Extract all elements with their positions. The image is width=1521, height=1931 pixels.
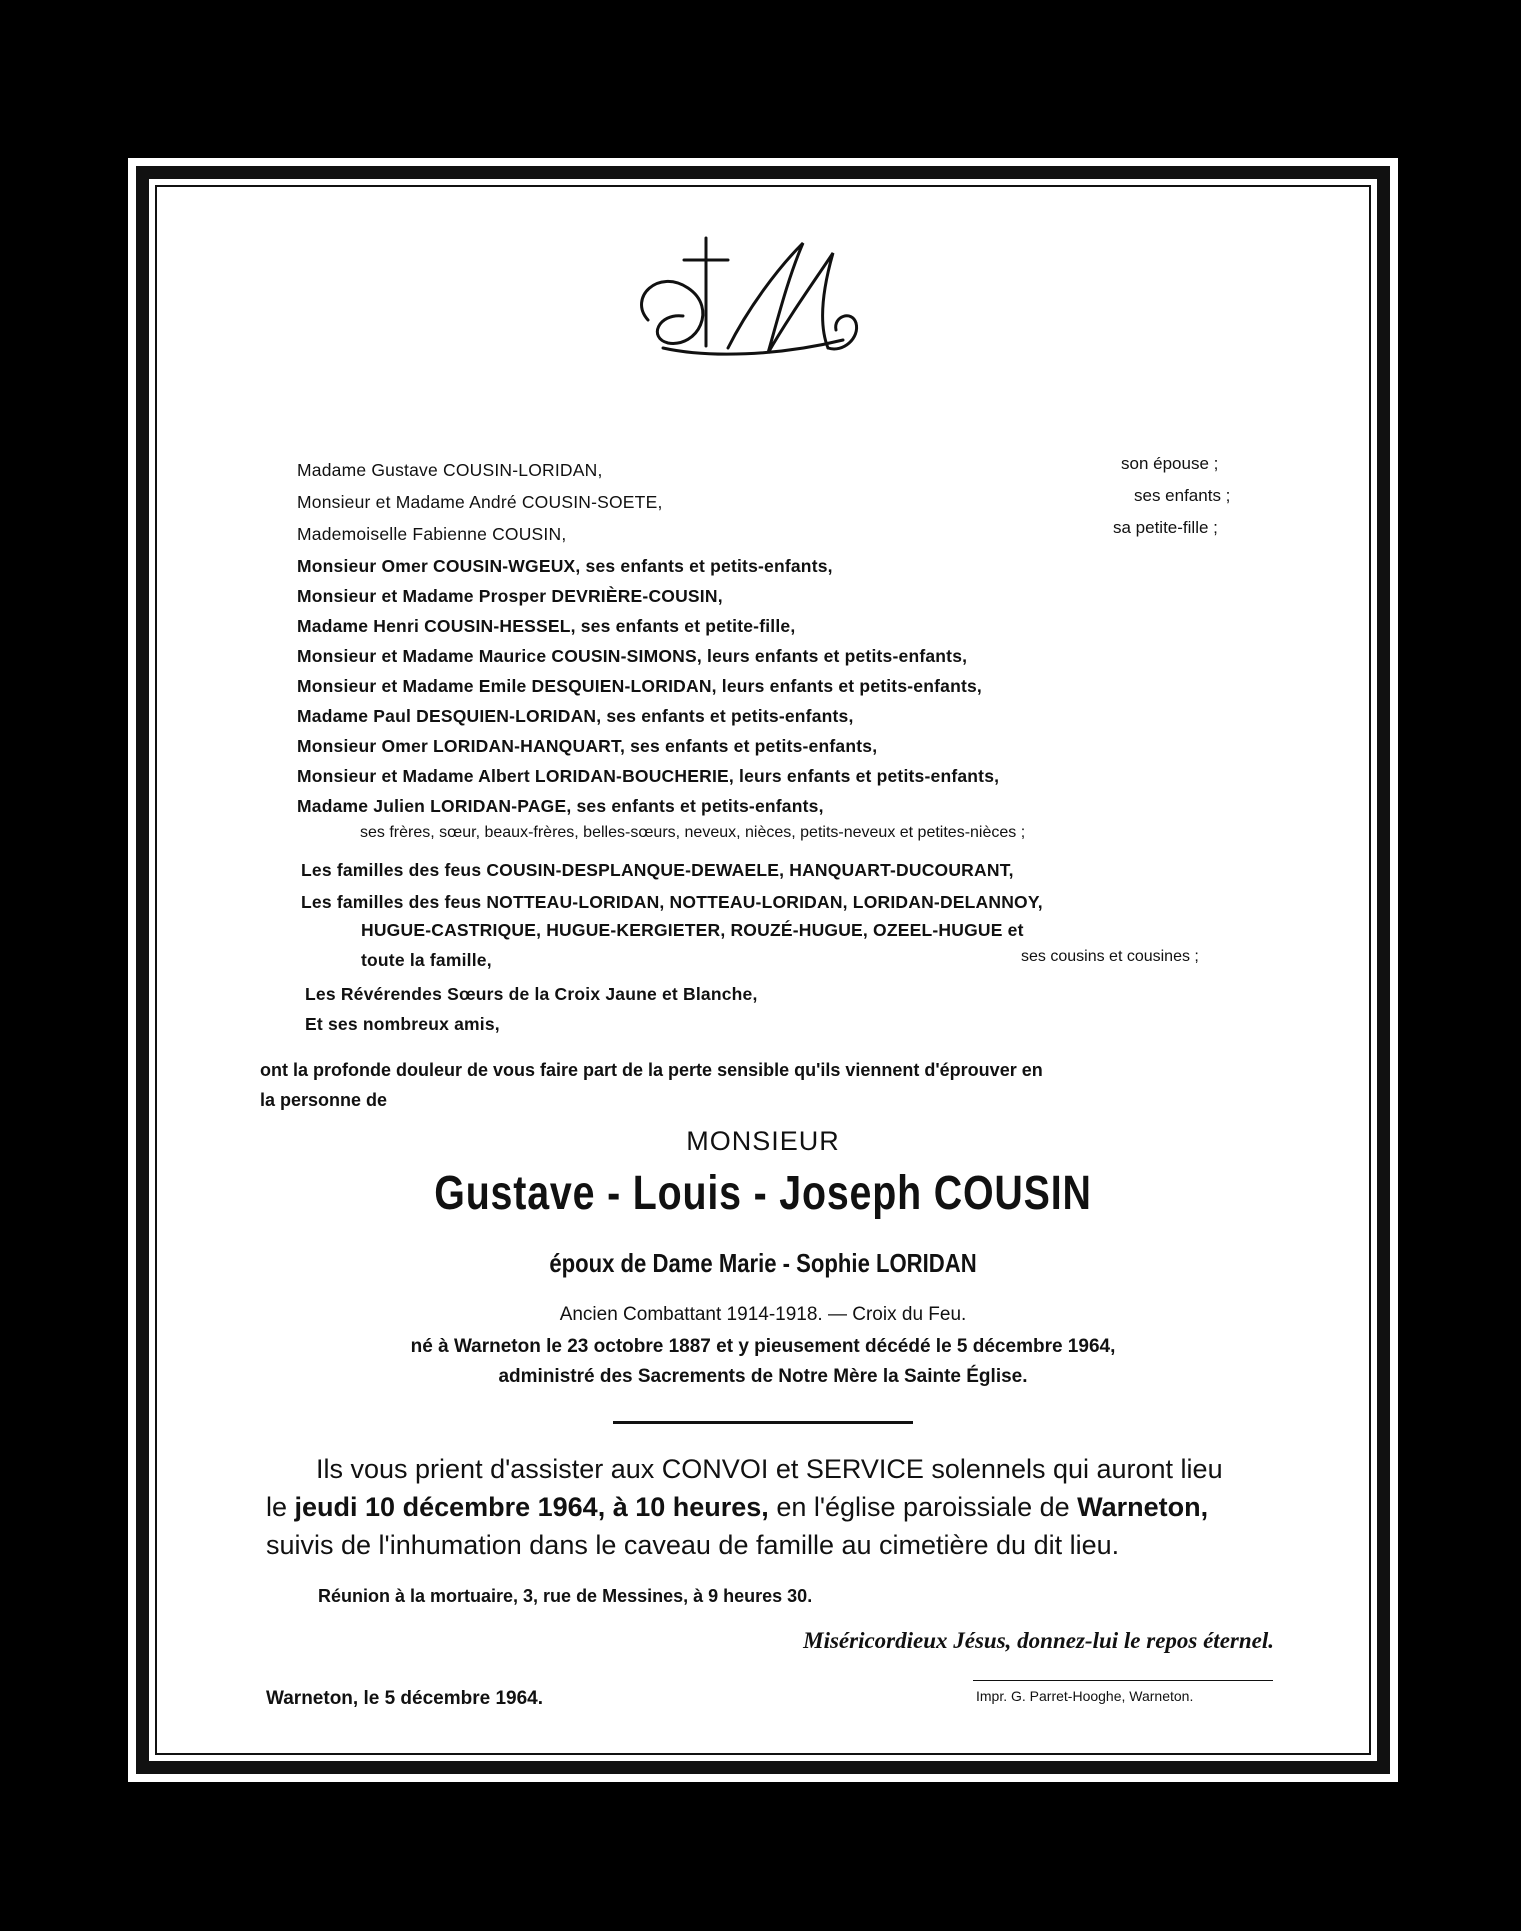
veteran-line: Ancien Combattant 1914-1918. — Croix du Feu. — [559, 1304, 967, 1325]
cross-monogram-icon — [628, 228, 868, 378]
intro-line-2: la personne de — [260, 1090, 388, 1110]
service-place: Warneton, — [1077, 1492, 1209, 1522]
spouse-line: époux de Dame Marie - Sophie LORIDAN — [549, 1248, 977, 1278]
deceased-name: Gustave - Louis - Joseph COUSIN — [434, 1167, 1092, 1220]
divider-rule — [613, 1421, 913, 1424]
relation-granddaughter: sa petite-fille ; — [1113, 518, 1218, 537]
relation-cousins: ses cousins et cousines ; — [1021, 948, 1199, 965]
intro-line-1: ont la profonde douleur de vous faire part de la perte sensible qu'ils viennent d'éprouver en — [260, 1060, 1043, 1080]
family-line-7: Monsieur et Madame Maurice COUSIN-SIMONS, leurs enfants et petits-enfants, — [297, 646, 968, 666]
family-line-10: Monsieur Omer LORIDAN-HANQUART, ses enfants et petits-enfants, — [297, 736, 878, 756]
families-line-2: Les familles des feus NOTTEAU-LORIDAN, NOTTEAU-LORIDAN, LORIDAN-DELANNOY, — [301, 892, 1043, 912]
invite-line-3: suivis de l'inhumation dans le caveau de famille au cimetière du dit lieu. — [266, 1530, 1120, 1560]
families-line-1: Les familles des feus COUSIN-DESPLANQUE-DEWAELE, HANQUART-DUCOURANT, — [301, 860, 1014, 880]
family-line-1: Madame Gustave COUSIN-LORIDAN, — [297, 460, 603, 480]
scan-border-right — [1398, 0, 1521, 1931]
title-monsieur: MONSIEUR — [686, 1126, 840, 1156]
sacraments-line: administré des Sacrements de Notre Mère la Sainte Église. — [498, 1366, 1028, 1387]
scan-border-left — [0, 0, 128, 1931]
families-line-3: HUGUE-CASTRIQUE, HUGUE-KERGIETER, ROUZÉ-HUGUE, OZEEL-HUGUE et — [361, 920, 1024, 940]
invite-line-2: le jeudi 10 décembre 1964, à 10 heures, en l'église paroissiale de Warneton, — [266, 1492, 1209, 1522]
sisters-line: Les Révérendes Sœurs de la Croix Jaune et Blanche, — [305, 984, 758, 1004]
family-line-8: Monsieur et Madame Emile DESQUIEN-LORIDAN, leurs enfants et petits-enfants, — [297, 676, 982, 696]
friends-line: Et ses nombreux amis, — [305, 1014, 500, 1034]
family-line-4: Monsieur Omer COUSIN-WGEUX, ses enfants et petits-enfants, — [297, 556, 833, 576]
memorial-card — [128, 158, 1398, 1782]
scan-border-bottom — [0, 1782, 1521, 1931]
birth-death-line: né à Warneton le 23 octobre 1887 et y pieusement décédé le 5 décembre 1964, — [410, 1336, 1116, 1357]
invite-line-1: Ils vous prient d'assister aux CONVOI et SERVICE solennels qui auront lieu — [316, 1454, 1223, 1484]
relation-spouse: son épouse ; — [1121, 454, 1219, 473]
siblings-line: ses frères, sœur, beaux-frères, belles-sœurs, neveux, nièces, petits-neveux et petites-nièces ; — [360, 824, 1026, 841]
family-line-5: Monsieur et Madame Prosper DEVRIÈRE-COUSIN, — [297, 586, 723, 606]
families-line-4: toute la famille, — [361, 950, 492, 970]
place-date: Warneton, le 5 décembre 1964. — [266, 1688, 544, 1709]
reunion-line: Réunion à la mortuaire, 3, rue de Messines, à 9 heures 30. — [318, 1586, 813, 1606]
relation-children: ses enfants ; — [1134, 486, 1231, 505]
family-line-11: Monsieur et Madame Albert LORIDAN-BOUCHERIE, leurs enfants et petits-enfants, — [297, 766, 1000, 786]
family-line-9: Madame Paul DESQUIEN-LORIDAN, ses enfants et petits-enfants, — [297, 706, 854, 726]
prayer-line: Miséricordieux Jésus, donnez-lui le repos éternel. — [803, 1628, 1274, 1653]
scan-border-top — [0, 0, 1521, 158]
family-line-2: Monsieur et Madame André COUSIN-SOETE, — [297, 492, 663, 512]
family-line-12: Madame Julien LORIDAN-PAGE, ses enfants et petits-enfants, — [297, 796, 824, 816]
family-line-6: Madame Henri COUSIN-HESSEL, ses enfants et petite-fille, — [297, 616, 796, 636]
printer-credit: Impr. G. Parret-Hooghe, Warneton. — [976, 1688, 1194, 1704]
service-date: jeudi 10 décembre 1964, à 10 heures, — [294, 1492, 769, 1522]
family-line-3: Mademoiselle Fabienne COUSIN, — [297, 524, 567, 544]
printer-rule — [973, 1680, 1273, 1681]
